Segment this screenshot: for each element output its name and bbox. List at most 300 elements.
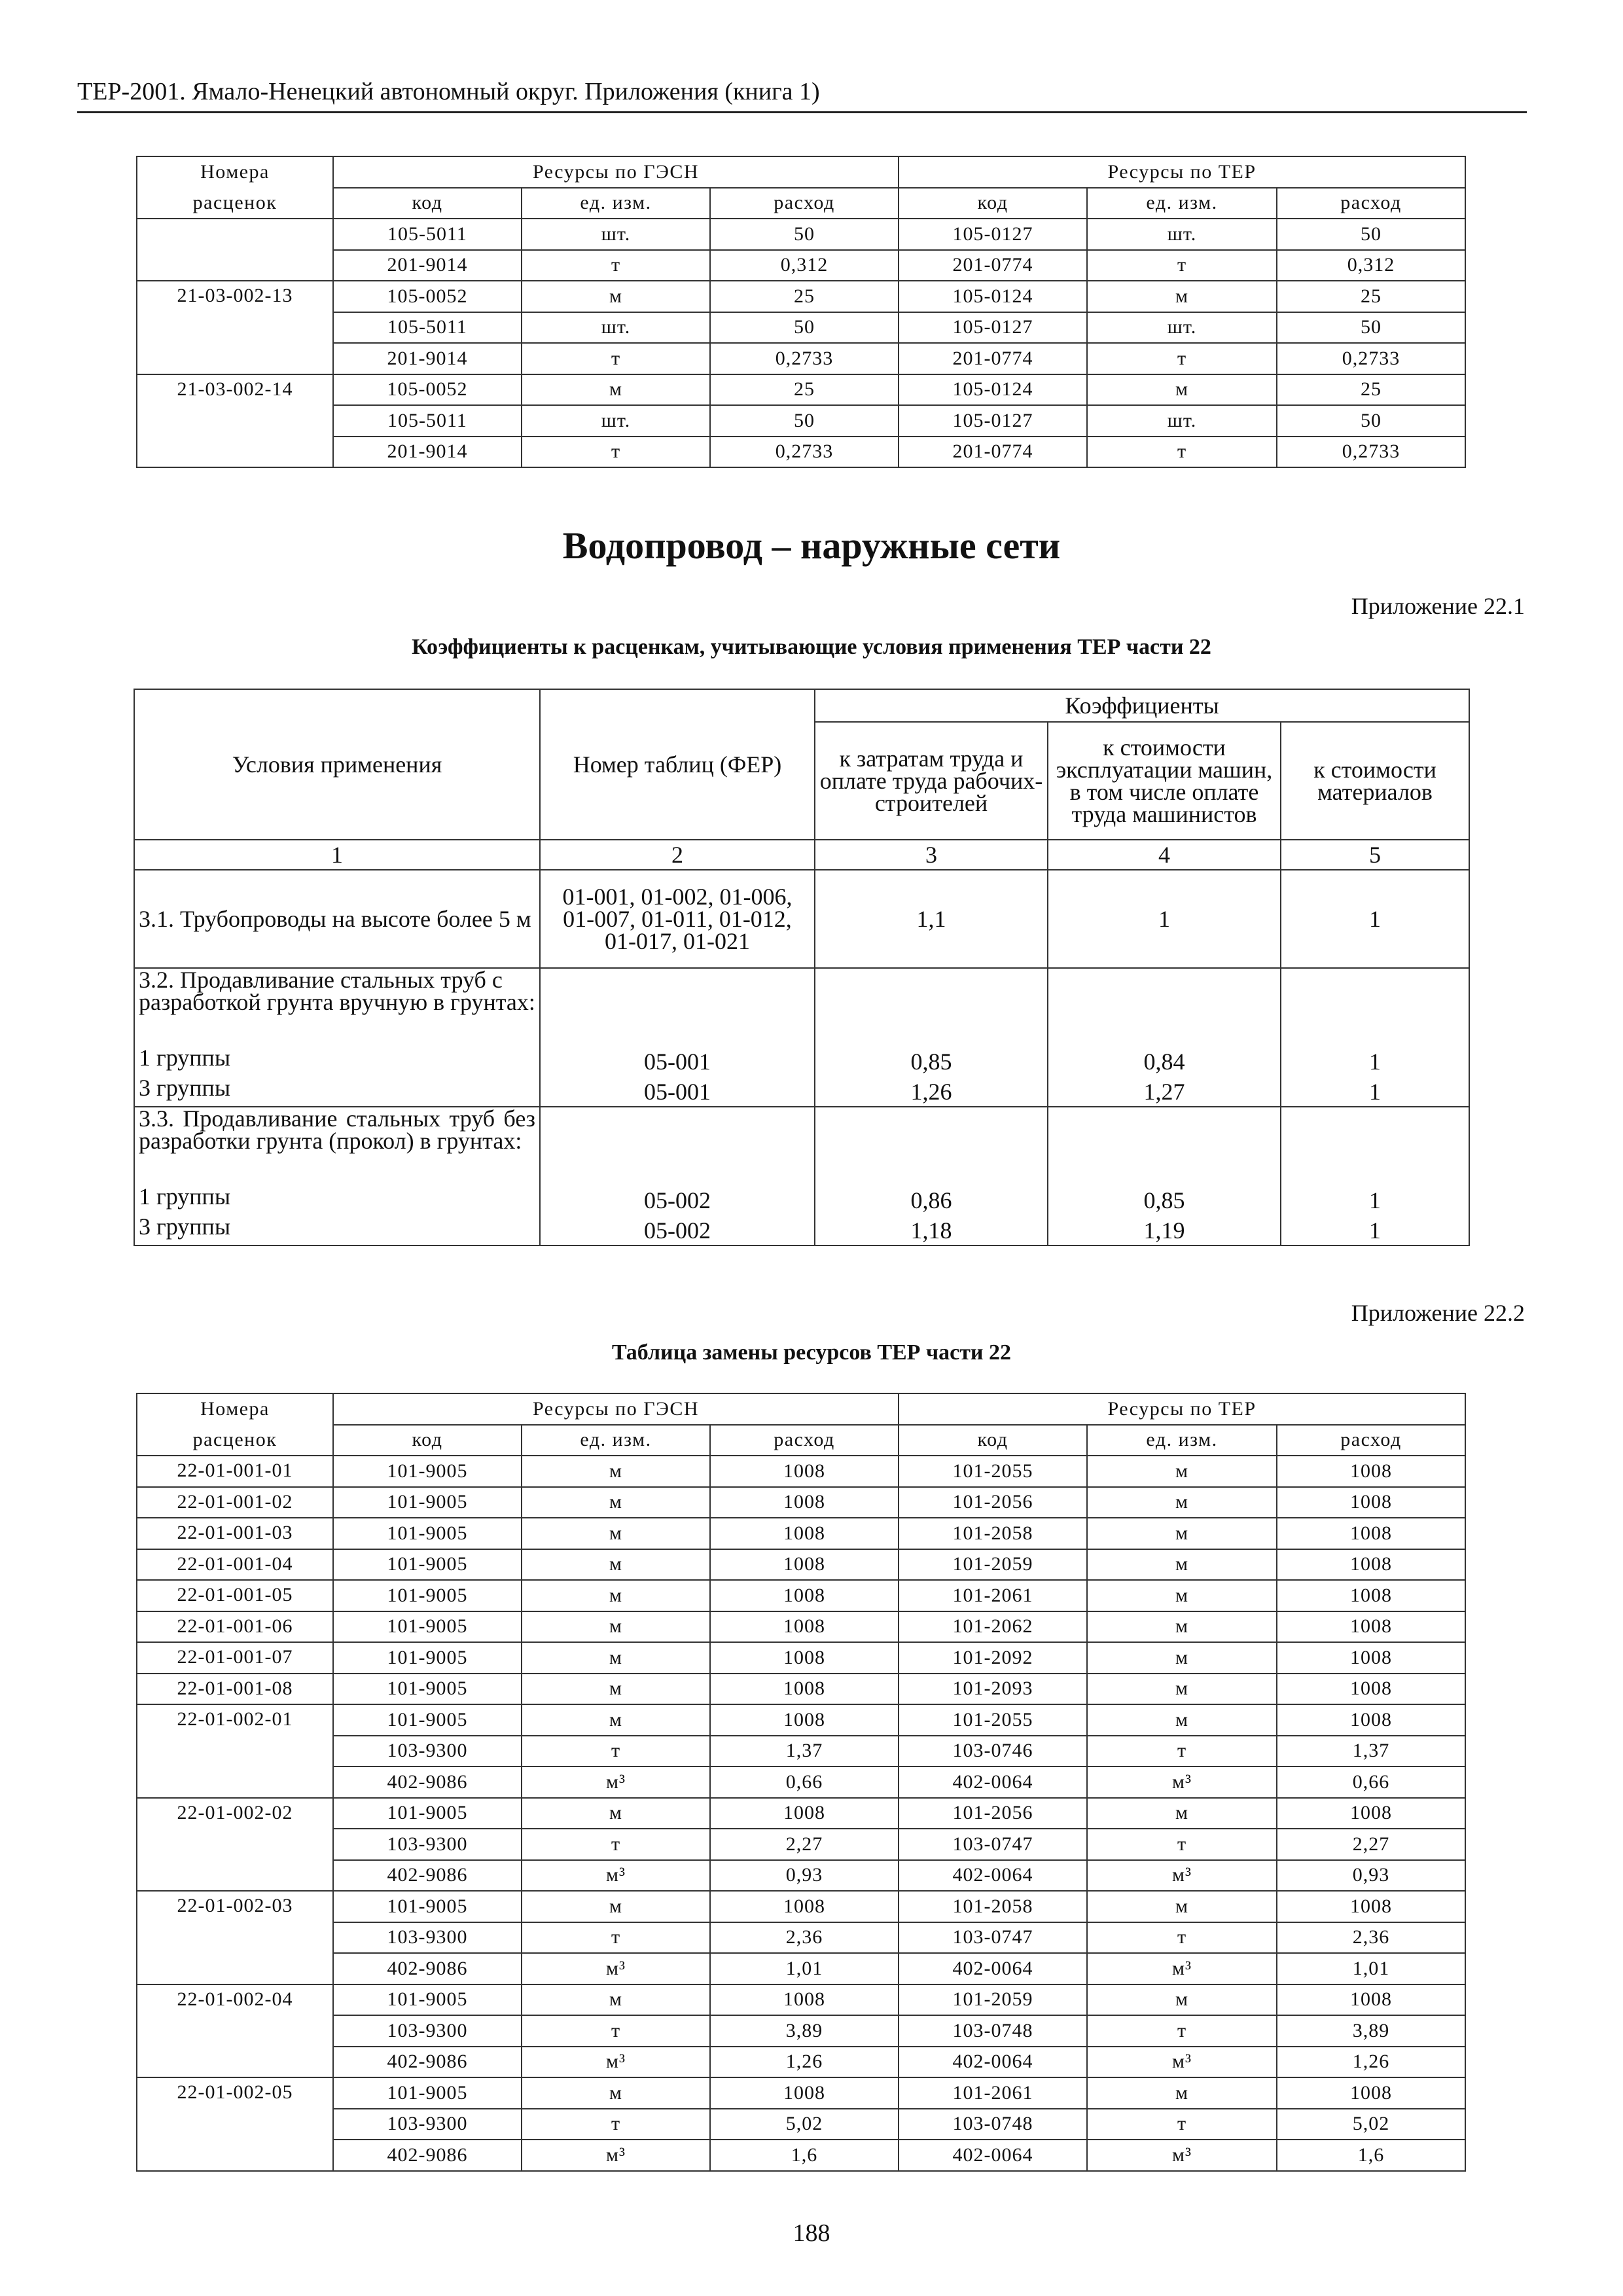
col-header-cons: расход — [710, 1425, 899, 1456]
ter-unit: м — [1087, 281, 1277, 312]
ter-code: 201-0774 — [899, 437, 1087, 468]
ter-consumption: 3,89 — [1277, 2015, 1465, 2047]
gesn-code: 103-9300 — [333, 1922, 522, 1954]
gesn-unit: т — [522, 1922, 710, 1954]
gesn-code: 101-9005 — [333, 1487, 522, 1518]
gesn-consumption: 1008 — [710, 2077, 899, 2109]
ter-unit: шт. — [1087, 405, 1277, 437]
gesn-consumption: 1008 — [710, 1891, 899, 1922]
table-row — [137, 374, 1465, 406]
ter-unit: т — [1087, 1829, 1277, 1860]
coef-labor: 0,86 — [815, 1185, 1048, 1215]
ter-code: 101-2056 — [899, 1798, 1087, 1829]
ter-unit: шт. — [1087, 312, 1277, 344]
table-numbers: 01-001, 01-002, 01-006, 01-007, 01-011, 01-012, 01-017, 01-021 — [540, 870, 815, 968]
gesn-consumption: 1008 — [710, 1518, 899, 1549]
rate-number: 22-01-001-05 — [137, 1580, 333, 1611]
gesn-code: 201-9014 — [333, 343, 522, 374]
gesn-consumption: 1008 — [710, 1674, 899, 1705]
coef-materials: 1 — [1281, 1077, 1469, 1107]
rate-number — [137, 405, 333, 437]
gesn-unit: м — [522, 1891, 710, 1922]
gesn-code: 105-5011 — [333, 219, 522, 250]
ter-consumption: 5,02 — [1277, 2109, 1465, 2140]
col-header-materials: к стоимости материалов — [1281, 722, 1469, 840]
table-row — [137, 281, 1465, 312]
rate-number: 22-01-001-07 — [137, 1642, 333, 1674]
ter-code: 103-0747 — [899, 1922, 1087, 1954]
coef-materials: 1 — [1281, 1185, 1469, 1215]
condition-3-3: 3.3. Продавливание стальных труб без разработки грунта (прокол) в грунтах: — [134, 1107, 540, 1185]
gesn-unit: м — [522, 1580, 710, 1611]
rate-number — [137, 1736, 333, 1767]
table-row — [137, 1674, 1465, 1705]
table-row — [137, 1984, 1465, 2016]
ter-consumption: 1008 — [1277, 1518, 1465, 1549]
ter-unit: м — [1087, 374, 1277, 406]
gesn-code: 103-9300 — [333, 2109, 522, 2140]
table-row — [137, 1549, 1465, 1581]
col-header-labor: к затратам труда и оплате труда рабочих-строителей — [815, 722, 1048, 840]
coef-labor: 1,26 — [815, 1077, 1048, 1107]
ter-code: 402-0064 — [899, 2047, 1087, 2078]
ter-unit: т — [1087, 437, 1277, 468]
col-header-table-number: Номер таблиц (ФЕР) — [540, 689, 815, 840]
ter-unit: м — [1087, 1456, 1277, 1487]
gesn-unit: м³ — [522, 2047, 710, 2078]
coefficients-caption: Коэффициенты к расценкам, учитывающие условия применения ТЕР части 22 — [412, 635, 1211, 659]
gesn-consumption: 50 — [710, 312, 899, 344]
col-number: 3 — [815, 840, 1048, 870]
col-header-cons: расход — [1277, 188, 1465, 219]
gesn-code: 201-9014 — [333, 437, 522, 468]
rate-number — [137, 312, 333, 344]
condition-3-2: 3.2. Продавливание стальных труб с разработкой грунта вручную в грунтах: — [134, 968, 540, 1047]
gesn-code: 402-9086 — [333, 1860, 522, 1892]
table-row — [137, 1953, 1465, 1984]
col-header-code: код — [899, 188, 1087, 219]
ter-code: 101-2062 — [899, 1611, 1087, 1643]
ter-consumption: 1008 — [1277, 1456, 1465, 1487]
gesn-code: 402-9086 — [333, 1767, 522, 1798]
table-row — [137, 1704, 1465, 1736]
rate-number — [137, 2109, 333, 2140]
ter-code: 103-0748 — [899, 2109, 1087, 2140]
resource-replacement-table — [136, 1393, 1466, 2172]
gesn-code: 101-9005 — [333, 1798, 522, 1829]
gesn-consumption: 50 — [710, 405, 899, 437]
rate-number: 22-01-002-03 — [137, 1891, 333, 1922]
gesn-consumption: 0,93 — [710, 1860, 899, 1892]
table-row — [137, 250, 1465, 281]
table-row — [137, 1860, 1465, 1892]
table-row — [137, 1736, 1465, 1767]
ter-code: 105-0127 — [899, 312, 1087, 344]
table-row — [137, 312, 1465, 344]
rate-number: 21-03-002-14 — [137, 374, 333, 406]
empty-cell — [540, 968, 815, 1047]
ter-consumption: 1008 — [1277, 1611, 1465, 1643]
ter-consumption: 50 — [1277, 219, 1465, 250]
ter-unit: м³ — [1087, 2140, 1277, 2171]
empty-cell — [815, 968, 1048, 1047]
ter-code: 105-0124 — [899, 281, 1087, 312]
table-row — [137, 219, 1465, 250]
gesn-code: 201-9014 — [333, 250, 522, 281]
coef-machines: 1,27 — [1048, 1077, 1281, 1107]
ter-unit: шт. — [1087, 219, 1277, 250]
gesn-unit: м — [522, 374, 710, 406]
rate-number: 22-01-001-03 — [137, 1518, 333, 1549]
ter-code: 103-0746 — [899, 1736, 1087, 1767]
gesn-code: 103-9300 — [333, 1829, 522, 1860]
ter-code: 101-2055 — [899, 1704, 1087, 1736]
ter-unit: т — [1087, 343, 1277, 374]
ter-unit: м³ — [1087, 1767, 1277, 1798]
col-header-code: код — [333, 188, 522, 219]
gesn-consumption: 1008 — [710, 1984, 899, 2016]
col-header-gesn: Ресурсы по ГЭСН — [333, 156, 899, 188]
gesn-consumption: 0,2733 — [710, 343, 899, 374]
gesn-unit: м — [522, 1549, 710, 1581]
table-row — [137, 2015, 1465, 2047]
condition-3-1: 3.1. Трубопроводы на высоте более 5 м — [134, 870, 540, 968]
ter-consumption: 1008 — [1277, 2077, 1465, 2109]
gesn-unit: м — [522, 1674, 710, 1705]
ter-consumption: 25 — [1277, 281, 1465, 312]
ter-consumption: 1008 — [1277, 1580, 1465, 1611]
ter-code: 101-2061 — [899, 2077, 1087, 2109]
table-number: 05-002 — [540, 1185, 815, 1215]
gesn-code: 402-9086 — [333, 2047, 522, 2078]
rate-number: 22-01-002-05 — [137, 2077, 333, 2109]
col-header-cons: расход — [710, 188, 899, 219]
gesn-consumption: 0,312 — [710, 250, 899, 281]
ter-consumption: 1008 — [1277, 1549, 1465, 1581]
ter-code: 101-2093 — [899, 1674, 1087, 1705]
gesn-unit: м — [522, 2077, 710, 2109]
gesn-consumption: 50 — [710, 219, 899, 250]
ter-consumption: 0,2733 — [1277, 437, 1465, 468]
gesn-unit: т — [522, 437, 710, 468]
ter-consumption: 50 — [1277, 312, 1465, 344]
col-header-cons: расход — [1277, 1425, 1465, 1456]
table-row — [137, 1518, 1465, 1549]
running-header: ТЕР-2001. Ямало-Ненецкий автономный округ. Приложения (книга 1) — [77, 77, 1527, 113]
ter-unit: м — [1087, 1891, 1277, 1922]
ter-consumption: 1008 — [1277, 1798, 1465, 1829]
gesn-consumption: 1,01 — [710, 1953, 899, 1984]
gesn-code: 101-9005 — [333, 2077, 522, 2109]
coefficients-table — [134, 689, 1470, 1246]
ter-unit: м — [1087, 1704, 1277, 1736]
gesn-unit: т — [522, 1829, 710, 1860]
gesn-consumption: 3,89 — [710, 2015, 899, 2047]
table-row — [137, 1829, 1465, 1860]
rate-number — [137, 1829, 333, 1860]
table-row — [137, 1767, 1465, 1798]
gesn-unit: т — [522, 250, 710, 281]
gesn-consumption: 1008 — [710, 1549, 899, 1581]
ter-code: 101-2056 — [899, 1487, 1087, 1518]
ter-code: 101-2058 — [899, 1518, 1087, 1549]
empty-cell — [1048, 1107, 1281, 1185]
ter-consumption: 1008 — [1277, 1642, 1465, 1674]
gesn-consumption: 0,2733 — [710, 437, 899, 468]
gesn-code: 105-5011 — [333, 405, 522, 437]
ter-unit: м — [1087, 1518, 1277, 1549]
col-header-num: Номера — [137, 1393, 333, 1425]
gesn-unit: шт. — [522, 405, 710, 437]
table-row — [137, 1798, 1465, 1829]
appendix-label-22-1: Приложение 22.1 — [1351, 593, 1525, 619]
ter-consumption: 0,93 — [1277, 1860, 1465, 1892]
rate-number: 21-03-002-13 — [137, 281, 333, 312]
table-row — [137, 405, 1465, 437]
col-header-num: Номера — [137, 156, 333, 188]
gesn-consumption: 2,27 — [710, 1829, 899, 1860]
gesn-consumption: 1,6 — [710, 2140, 899, 2171]
table-row — [137, 1611, 1465, 1643]
gesn-code: 105-5011 — [333, 312, 522, 344]
ter-unit: м — [1087, 1984, 1277, 2016]
gesn-consumption: 1008 — [710, 1456, 899, 1487]
gesn-code: 101-9005 — [333, 1704, 522, 1736]
gesn-code: 101-9005 — [333, 1456, 522, 1487]
gesn-consumption: 0,66 — [710, 1767, 899, 1798]
condition-group-1: 1 группы — [134, 1047, 540, 1077]
gesn-consumption: 1,26 — [710, 2047, 899, 2078]
ter-code: 105-0124 — [899, 374, 1087, 406]
ter-unit: м — [1087, 1549, 1277, 1581]
col-header-unit: ед. изм. — [1087, 1425, 1277, 1456]
gesn-code: 101-9005 — [333, 1549, 522, 1581]
table-row — [137, 1487, 1465, 1518]
ter-code: 101-2055 — [899, 1456, 1087, 1487]
col-number: 2 — [540, 840, 815, 870]
gesn-code: 105-0052 — [333, 374, 522, 406]
ter-code: 101-2058 — [899, 1891, 1087, 1922]
ter-consumption: 0,2733 — [1277, 343, 1465, 374]
gesn-code: 101-9005 — [333, 1984, 522, 2016]
table-row — [137, 1922, 1465, 1954]
col-header-coefficients: Коэффициенты — [815, 689, 1469, 722]
ter-unit: м³ — [1087, 1953, 1277, 1984]
gesn-consumption: 5,02 — [710, 2109, 899, 2140]
col-number: 5 — [1281, 840, 1469, 870]
ter-code: 105-0127 — [899, 219, 1087, 250]
col-header-num2: расценок — [137, 188, 333, 219]
ter-code: 103-0748 — [899, 2015, 1087, 2047]
ter-unit: т — [1087, 1922, 1277, 1954]
gesn-consumption: 25 — [710, 281, 899, 312]
gesn-code: 101-9005 — [333, 1642, 522, 1674]
rate-number: 22-01-001-02 — [137, 1487, 333, 1518]
ter-consumption: 2,36 — [1277, 1922, 1465, 1954]
table-row — [137, 2140, 1465, 2171]
rate-number — [137, 1922, 333, 1954]
ter-consumption: 25 — [1277, 374, 1465, 406]
gesn-code: 105-0052 — [333, 281, 522, 312]
empty-cell — [815, 1107, 1048, 1185]
gesn-unit: м — [522, 1642, 710, 1674]
ter-consumption: 1008 — [1277, 1984, 1465, 2016]
gesn-code: 103-9300 — [333, 2015, 522, 2047]
col-header-machines: к стоимости эксплуатации машин, в том числе оплате труда машинистов — [1048, 722, 1281, 840]
gesn-unit: м — [522, 1487, 710, 1518]
gesn-unit: м — [522, 1984, 710, 2016]
ter-consumption: 1008 — [1277, 1487, 1465, 1518]
ter-unit: м — [1087, 1798, 1277, 1829]
gesn-unit: м — [522, 1456, 710, 1487]
rate-number — [137, 250, 333, 281]
gesn-code: 101-9005 — [333, 1611, 522, 1643]
table-row — [137, 2047, 1465, 2078]
ter-unit: м — [1087, 1611, 1277, 1643]
gesn-consumption: 1008 — [710, 1704, 899, 1736]
ter-consumption: 0,312 — [1277, 250, 1465, 281]
gesn-code: 402-9086 — [333, 1953, 522, 1984]
ter-consumption: 1008 — [1277, 1891, 1465, 1922]
coef-materials: 1 — [1281, 870, 1469, 968]
condition-group-1: 1 группы — [134, 1185, 540, 1215]
ter-code: 101-2059 — [899, 1549, 1087, 1581]
gesn-unit: шт. — [522, 219, 710, 250]
gesn-consumption: 25 — [710, 374, 899, 406]
gesn-code: 101-9005 — [333, 1674, 522, 1705]
coef-labor: 1,18 — [815, 1215, 1048, 1246]
col-header-unit: ед. изм. — [522, 188, 710, 219]
gesn-unit: т — [522, 1736, 710, 1767]
appendix-label-22-2: Приложение 22.2 — [1351, 1300, 1525, 1326]
resource-table-continued — [136, 156, 1466, 468]
empty-cell — [1048, 968, 1281, 1047]
rate-number: 22-01-001-08 — [137, 1674, 333, 1705]
coef-machines: 0,85 — [1048, 1185, 1281, 1215]
ter-unit: м — [1087, 1580, 1277, 1611]
table-row — [137, 1580, 1465, 1611]
gesn-unit: шт. — [522, 312, 710, 344]
ter-unit: т — [1087, 2015, 1277, 2047]
ter-code: 105-0127 — [899, 405, 1087, 437]
gesn-consumption: 1008 — [710, 1487, 899, 1518]
col-header-num2: расценок — [137, 1425, 333, 1456]
coef-materials: 1 — [1281, 1215, 1469, 1246]
coef-machines: 1,19 — [1048, 1215, 1281, 1246]
gesn-unit: м — [522, 1704, 710, 1736]
rate-number — [137, 343, 333, 374]
coef-labor: 0,85 — [815, 1047, 1048, 1077]
col-header-gesn: Ресурсы по ГЭСН — [333, 1393, 899, 1425]
gesn-consumption: 2,36 — [710, 1922, 899, 1954]
coef-labor: 1,1 — [815, 870, 1048, 968]
rate-number — [137, 2015, 333, 2047]
ter-consumption: 0,66 — [1277, 1767, 1465, 1798]
ter-unit: т — [1087, 250, 1277, 281]
ter-code: 201-0774 — [899, 250, 1087, 281]
empty-cell — [1281, 968, 1469, 1047]
gesn-consumption: 1,37 — [710, 1736, 899, 1767]
ter-code: 402-0064 — [899, 2140, 1087, 2171]
gesn-code: 101-9005 — [333, 1580, 522, 1611]
col-header-code: код — [333, 1425, 522, 1456]
gesn-unit: м³ — [522, 2140, 710, 2171]
ter-consumption: 1008 — [1277, 1704, 1465, 1736]
col-header-unit: ед. изм. — [1087, 188, 1277, 219]
col-header-ter: Ресурсы по ТЕР — [899, 1393, 1465, 1425]
gesn-unit: м³ — [522, 1767, 710, 1798]
ter-unit: м — [1087, 1674, 1277, 1705]
rate-number — [137, 2047, 333, 2078]
rate-number: 22-01-002-01 — [137, 1704, 333, 1736]
ter-code: 101-2061 — [899, 1580, 1087, 1611]
col-header-unit: ед. изм. — [522, 1425, 710, 1456]
ter-code: 402-0064 — [899, 1953, 1087, 1984]
replacement-caption: Таблица замены ресурсов ТЕР части 22 — [611, 1340, 1012, 1365]
rate-number: 22-01-002-04 — [137, 1984, 333, 2016]
condition-group-3: 3 группы — [134, 1077, 540, 1107]
rate-number: 22-01-001-01 — [137, 1456, 333, 1487]
rate-number: 22-01-001-04 — [137, 1549, 333, 1581]
table-row — [137, 437, 1465, 468]
gesn-code: 402-9086 — [333, 2140, 522, 2171]
ter-code: 101-2059 — [899, 1984, 1087, 2016]
gesn-unit: м — [522, 1798, 710, 1829]
table-row — [137, 1891, 1465, 1922]
rate-number — [137, 2140, 333, 2171]
gesn-unit: т — [522, 2015, 710, 2047]
gesn-unit: т — [522, 343, 710, 374]
rate-number: 22-01-001-06 — [137, 1611, 333, 1643]
ter-consumption: 1,26 — [1277, 2047, 1465, 2078]
col-header-conditions: Условия применения — [134, 689, 540, 840]
table-row — [137, 343, 1465, 374]
col-header-code: код — [899, 1425, 1087, 1456]
ter-unit: м³ — [1087, 1860, 1277, 1892]
ter-code: 101-2092 — [899, 1642, 1087, 1674]
ter-unit: м³ — [1087, 2047, 1277, 2078]
rate-number: 22-01-002-02 — [137, 1798, 333, 1829]
gesn-unit: м — [522, 1611, 710, 1643]
ter-consumption: 1008 — [1277, 1674, 1465, 1705]
table-row — [137, 1642, 1465, 1674]
rate-number — [137, 1860, 333, 1892]
gesn-unit: м — [522, 1518, 710, 1549]
rate-number — [137, 219, 333, 250]
col-number: 1 — [134, 840, 540, 870]
coef-machines: 0,84 — [1048, 1047, 1281, 1077]
empty-cell — [540, 1107, 815, 1185]
col-number: 4 — [1048, 840, 1281, 870]
gesn-unit: м³ — [522, 1953, 710, 1984]
gesn-code: 101-9005 — [333, 1891, 522, 1922]
ter-code: 103-0747 — [899, 1829, 1087, 1860]
ter-code: 201-0774 — [899, 343, 1087, 374]
empty-cell — [1281, 1107, 1469, 1185]
table-row — [137, 1456, 1465, 1487]
rate-number — [137, 1953, 333, 1984]
ter-unit: м — [1087, 1642, 1277, 1674]
table-row — [137, 2077, 1465, 2109]
ter-unit: м — [1087, 2077, 1277, 2109]
ter-consumption: 1,37 — [1277, 1736, 1465, 1767]
condition-group-3: 3 группы — [134, 1215, 540, 1246]
table-row — [137, 2109, 1465, 2140]
col-header-ter: Ресурсы по ТЕР — [899, 156, 1465, 188]
gesn-unit: т — [522, 2109, 710, 2140]
gesn-code: 103-9300 — [333, 1736, 522, 1767]
gesn-consumption: 1008 — [710, 1580, 899, 1611]
